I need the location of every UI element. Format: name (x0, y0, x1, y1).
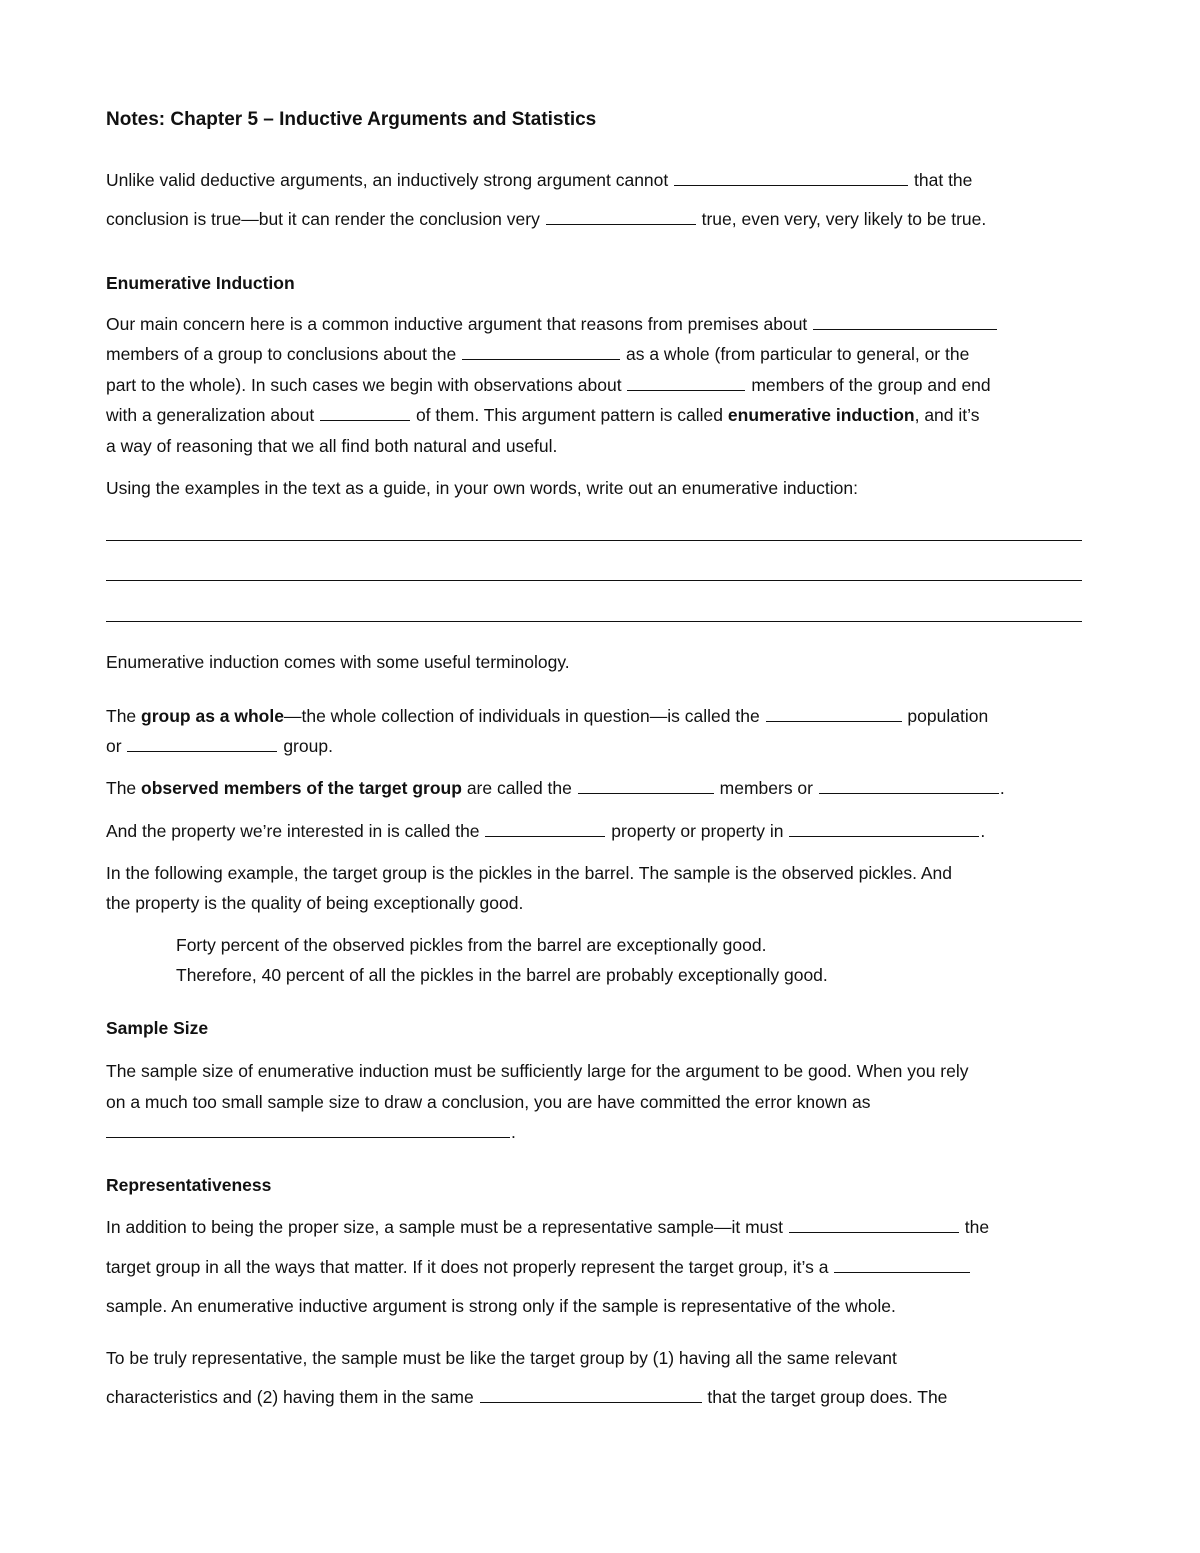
rep-line-1: In addition to being the proper size, a sample must be a representative sample—it must the (106, 1217, 990, 1237)
fill-in-blank (578, 777, 714, 794)
term-line-3: The observed members of the target group are called the members or . (106, 778, 1005, 798)
answer-line (106, 580, 1082, 581)
enum-line-2: members of a group to conclusions about the as a whole (from particular to general, or the (106, 344, 970, 364)
term-line-4: And the property we’re interested in is called the property or property in . (106, 821, 986, 841)
section-heading-enumerative: Enumerative Induction (106, 273, 295, 293)
argument-premise: Forty percent of the observed pickles from the barrel are exceptionally good. (176, 935, 767, 955)
fill-in-blank (320, 404, 410, 421)
rep-line-2: target group in all the ways that matter. If it does not properly represent the target group, it’s a (106, 1256, 971, 1278)
rep-line-5: characteristics and (2) having them in the same that the target group does. The (106, 1387, 948, 1407)
enum-line-4: with a generalization about of them. This argument pattern is called enumerative induction, and it’s (106, 405, 980, 425)
fill-in-blank (127, 735, 277, 752)
term-line-1: The group as a whole—the whole collection of individuals in question—is called the population (106, 706, 989, 726)
fill-in-blank (546, 208, 696, 225)
example-line-2: the property is the quality of being exceptionally good. (106, 893, 524, 913)
fill-in-blank (485, 820, 605, 837)
fill-in-blank (462, 343, 620, 360)
rep-line-3: sample. An enumerative inductive argument is strong only if the sample is representative of the whole. (106, 1296, 896, 1316)
fill-in-blank (819, 777, 999, 794)
sample-line-3: . (106, 1121, 516, 1143)
example-line-1: In the following example, the target group is the pickles in the barrel. The sample is the observed pickles. And (106, 863, 952, 883)
section-heading-sample-size: Sample Size (106, 1018, 209, 1038)
fill-in-blank (789, 820, 979, 837)
fill-in-blank (674, 169, 908, 186)
answer-prompt: Using the examples in the text as a guide, in your own words, write out an enumerative induction: (106, 478, 858, 498)
section-heading-representativeness: Representativeness (106, 1175, 272, 1195)
fill-in-blank (834, 1256, 970, 1273)
terminology-intro: Enumerative induction comes with some useful terminology. (106, 652, 570, 672)
fill-in-blank (480, 1386, 702, 1403)
intro-line-1: Unlike valid deductive arguments, an inductively strong argument cannot that the (106, 170, 973, 190)
argument-conclusion: Therefore, 40 percent of all the pickles in the barrel are probably exceptionally good. (176, 965, 828, 985)
enum-line-5: a way of reasoning that we all find both natural and useful. (106, 436, 558, 456)
fill-in-blank (766, 705, 902, 722)
rep-line-4: To be truly representative, the sample must be like the target group by (1) having all the same relevant (106, 1348, 897, 1368)
answer-line (106, 621, 1082, 622)
sample-line-2: on a much too small sample size to draw a conclusion, you are have committed the error known as (106, 1092, 871, 1112)
fill-in-blank (813, 313, 997, 330)
sample-line-1: The sample size of enumerative induction must be sufficiently large for the argument to be good. When you rely (106, 1061, 969, 1081)
enum-line-1: Our main concern here is a common inductive argument that reasons from premises about (106, 313, 998, 335)
fill-in-blank (106, 1121, 510, 1138)
page-title: Notes: Chapter 5 – Inductive Arguments and Statistics (106, 109, 597, 130)
enum-line-3: part to the whole). In such cases we begin with observations about members of the group and end (106, 375, 991, 395)
fill-in-blank (789, 1216, 959, 1233)
answer-line (106, 540, 1082, 541)
intro-line-2: conclusion is true—but it can render the conclusion very true, even very, very likely to be true. (106, 209, 987, 229)
fill-in-blank (627, 374, 745, 391)
term-line-2: or group. (106, 736, 333, 756)
